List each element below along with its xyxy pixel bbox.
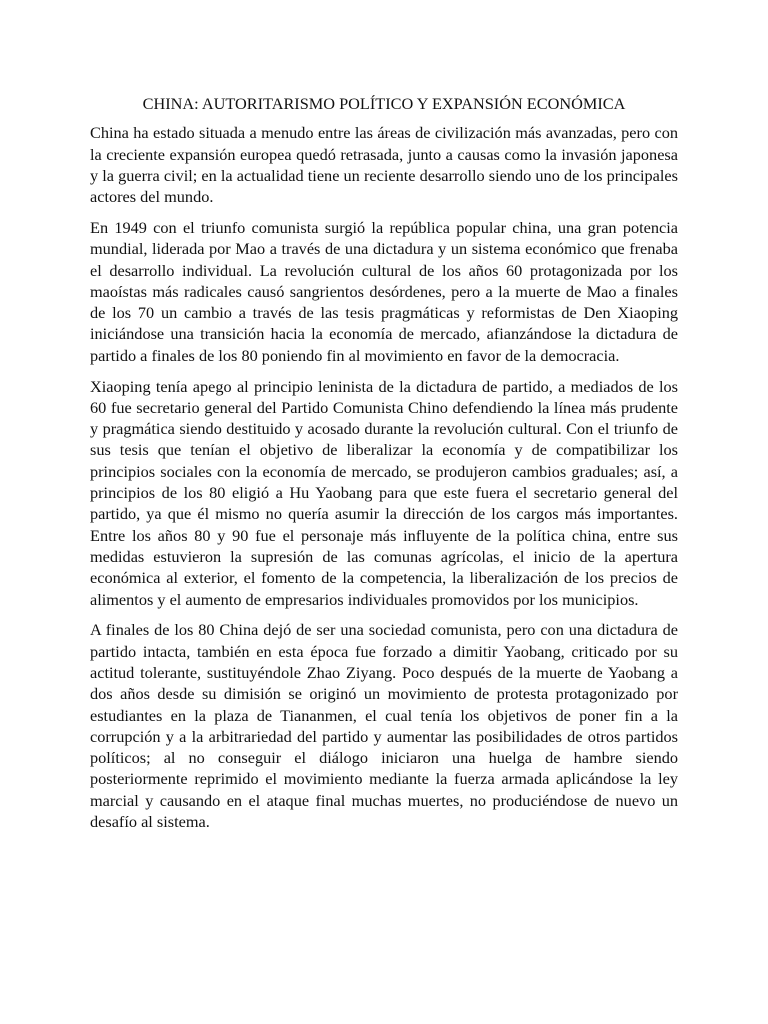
paragraph-2: En 1949 con el triunfo comunista surgió la república popular china, una gran potencia mundial, liderada por Mao a través de una dictadura y un sistema económico que frenaba el desarrollo individual. La revolución cultural de los años 60 protagonizada por los maoístas más radicales causó sangrientos desórdenes, pero a la muerte de Mao a finales de los 70 un cambio a través de las tesis pragmáticas y reformistas de Den Xiaoping iniciándose una transición hacia la economía de mercado, afianzándose la dictadura de partido a finales de los 80 poniendo fin al movimiento en favor de la democracia.: [90, 217, 678, 365]
paragraph-4: A finales de los 80 China dejó de ser una sociedad comunista, pero con una dictadura de partido intacta, también en esta época fue forzado a dimitir Yaobang, criticado por su actitud tolerante, sustituyéndole Zhao Ziyang. Poco después de la muerte de Yaobang a dos años desde su dimisión se originó un movimiento de protesta protagonizado por estudiantes en la plaza de Tiananmen, el cual tenía los objetivos de poner fin a la corrupción y a la arbitrariedad del partido y aumentar las posibilidades de otros partidos políticos; al no conseguir el diálogo iniciaron una huelga de hambre siendo posteriormente reprimido el movimiento mediante la fuerza armada aplicándose la ley marcial y causando en el ataque final muchas muertes, no produciéndose de nuevo un desafío al sistema.: [90, 620, 678, 831]
document-body: [90, 93, 678, 842]
document-title: CHINA: AUTORITARISMO POLÍTICO Y EXPANSIÓN ECONÓMICA: [142, 94, 626, 113]
paragraph-3: Xiaoping tenía apego al principio leninista de la dictadura de partido, a mediados de los 60 fue secretario general del Partido Comunista Chino defendiendo la línea más prudente y pragmática siendo destituido y acosado durante la revolución cultural. Con el triunfo de sus tesis que tenían el objetivo de liberalizar la economía y de compatibilizar los principios sociales con la economía de mercado, se produjeron cambios graduales; así, a principios de los 80 eligió a Hu Yaobang para que este fuera el secretario general del partido, ya que él mismo no quería asumir la dirección de los cargos más importantes. Entre los años 80 y 90 fue el personaje más influyente de la política china, entre sus medidas estuvieron la supresión de las comunas agrícolas, el inicio de la apertura económica al exterior, el fomento de la competencia, la liberalización de los precios de alimentos y el aumento de empresarios individuales promovidos por los municipios.: [90, 376, 678, 609]
paragraph-1: China ha estado situada a menudo entre las áreas de civilización más avanzadas, pero con la creciente expansión europea quedó retrasada, junto a causas como la invasión japonesa y la guerra civil; en la actualidad tiene un reciente desarrollo siendo uno de los principales actores del mundo.: [90, 123, 678, 207]
